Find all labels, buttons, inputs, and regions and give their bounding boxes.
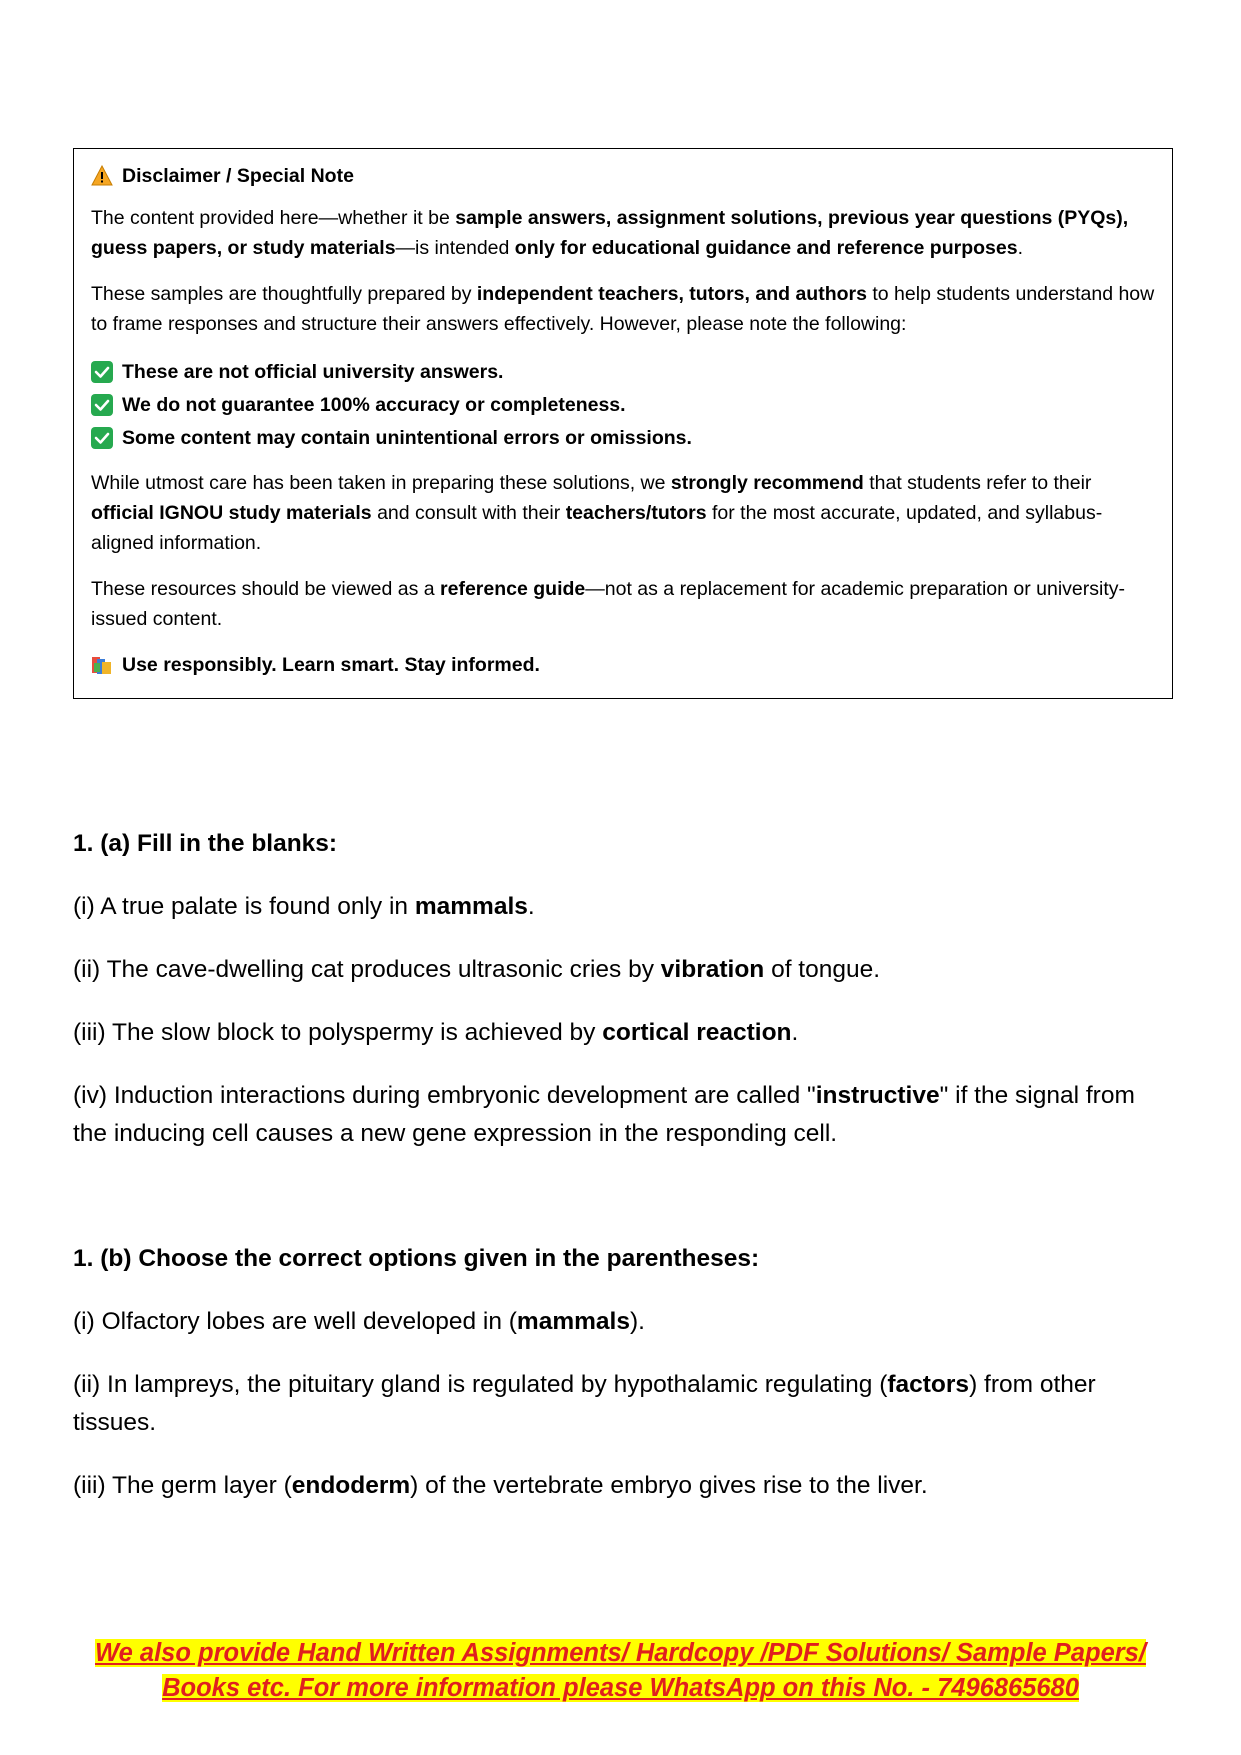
promo-line-1: We also provide Hand Written Assignments/ Hardcopy /PDF Solutions/ Sample Papers/ (95, 1639, 1146, 1667)
answer-line: (ii) The cave-dwelling cat produces ultrasonic cries by vibration of tongue. (73, 956, 881, 983)
list-item: These are not official university answers. (91, 355, 1155, 388)
check-list (91, 355, 1155, 454)
promo-line-2: Books etc. For more information please WhatsApp on this No. - 7496865680 (162, 1674, 1079, 1702)
check-icon (91, 427, 113, 449)
question-1b (73, 1240, 1173, 1505)
disclaimer-paragraph-1: The content provided here—whether it be sample answers, assignment solutions, previous year questions (PYQs), guess papers, or study materials—is intended only for educational guidance and reference purposes. (91, 207, 1129, 259)
check-icon (91, 361, 113, 383)
disclaimer-paragraph-2: These samples are thoughtfully prepared by independent teachers, tutors, and authors to help students understand how to frame responses and structure their answers effectively. However, please note the following: (91, 283, 1155, 335)
disclaimer-title: Disclaimer / Special Note (91, 161, 1155, 191)
answer-line: (iii) The slow block to polyspermy is achieved by cortical reaction. (73, 1019, 799, 1046)
answer-line: (iv) Induction interactions during embryonic development are called "instructive" if the signal from the inducing cell causes a new gene expression in the responding cell. (73, 1082, 1135, 1147)
list-item: We do not guarantee 100% accuracy or completeness. (91, 388, 1155, 421)
answer-line: (i) Olfactory lobes are well developed in (mammals). (73, 1308, 645, 1335)
disclaimer-paragraph-4: These resources should be viewed as a reference guide—not as a replacement for academic preparation or university-issued content. (91, 578, 1126, 630)
books-icon (91, 654, 113, 676)
question-heading: 1. (b) Choose the correct options given in the parentheses: (73, 1245, 760, 1272)
disclaimer-closing: Use responsibly. Learn smart. Stay informed. (91, 650, 1155, 680)
answer-line: (ii) In lampreys, the pituitary gland is regulated by hypothalamic regulating (factors) from other tissues. (73, 1371, 1096, 1436)
question-heading: 1. (a) Fill in the blanks: (73, 830, 338, 857)
answer-line: (i) A true palate is found only in mammals. (73, 893, 535, 920)
promo-footer (0, 1636, 1241, 1706)
answer-line: (iii) The germ layer (endoderm) of the vertebrate embryo gives rise to the liver. (73, 1472, 928, 1499)
disclaimer-box (73, 148, 1173, 699)
warning-icon (91, 165, 113, 187)
question-1a (73, 825, 1173, 1153)
disclaimer-paragraph-3: While utmost care has been taken in preparing these solutions, we strongly recommend that students refer to their official IGNOU study materials and consult with their teachers/tutors for the most accurate, updated, and syllabus-aligned information. (91, 472, 1103, 554)
check-icon (91, 394, 113, 416)
list-item: Some content may contain unintentional errors or omissions. (91, 421, 1155, 454)
